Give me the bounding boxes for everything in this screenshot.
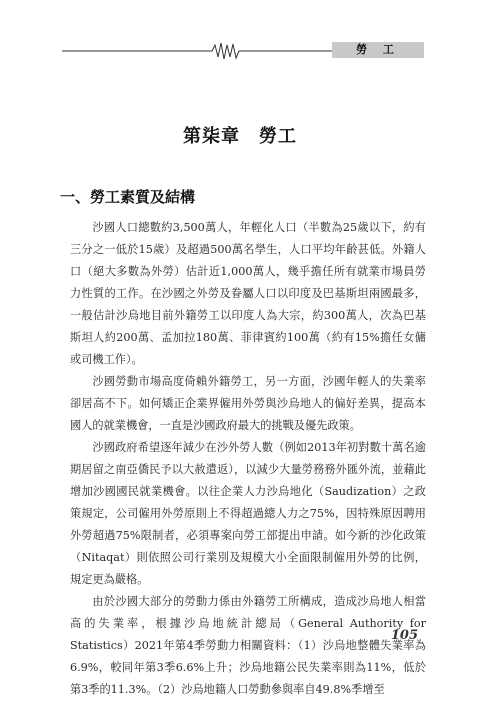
header-section-label: 勞 工	[332, 42, 424, 58]
paragraph: 沙國勞動市場高度倚賴外籍勞工，另一方面，沙國年輕人的失業率卻居高不下。如何矯正企業界僱用外勞與沙烏地人的偏好差異，提高本國人的就業機會，一直是沙國政府最大的挑戰及優先政策。	[70, 375, 426, 432]
paragraph: 沙國人口總數約3,500萬人，年輕化人口（半數為25歲以下，約有三分之一低於15歲）及超過500萬名學生，人口平均年齡甚低。外籍人口（絕大多數為外勞）估計近1,000萬人，幾乎擔任所有就業市場員勞力性質的工作。在沙國之外勞及眷屬人口以印度及巴基斯坦兩國最多，一般估計沙烏地目前外籍勞工以印度人為大宗，約300萬人，次為巴基斯坦人約200萬、孟加拉180萬、菲律賓約100萬（約有15%擔任女傭或司機工作）。	[70, 221, 426, 366]
chapter-title: 第柒章 勞工	[183, 126, 297, 147]
heartbeat-line-icon	[62, 40, 332, 62]
body-text	[70, 217, 426, 701]
running-header	[62, 40, 424, 62]
page-number: 105	[390, 628, 418, 643]
paragraph: 沙國政府希望逐年減少在沙外勞人數（例如2013年初對數十萬名逾期居留之南亞僑民予以大赦遣返），以減少大量勞務務外匯外流，並藉此增加沙國國民就業機會。以往企業人力沙烏地化（Saudization）之政策規定，公司僱用外勞原則上不得超過總人力之75%，因特殊原因聘用外勞超過75%限制者，必須專案向勞工部提出申請。如今新的沙化政策（Nitaqat）則依照公司行業別及規模大小全面限制僱用外勞的比例，規定更為嚴格。	[70, 441, 426, 586]
section-title: 一、勞工素質及結構	[60, 188, 196, 206]
paragraph: 由於沙國大部分的勞動力係由外籍勞工所構成，造成沙烏地人相當高的失業率，根據沙烏地統計總局（General Authority for Statistics）2021年第4季勞動力相關資料：（1）沙烏地整體失業率為6.9%，較同年第3季6.6%上升；沙烏地籍公民失業率則為11%，低於第3季的11.3%。（2）沙烏地籍人口勞動參與率自49.8%季增至	[70, 595, 426, 696]
